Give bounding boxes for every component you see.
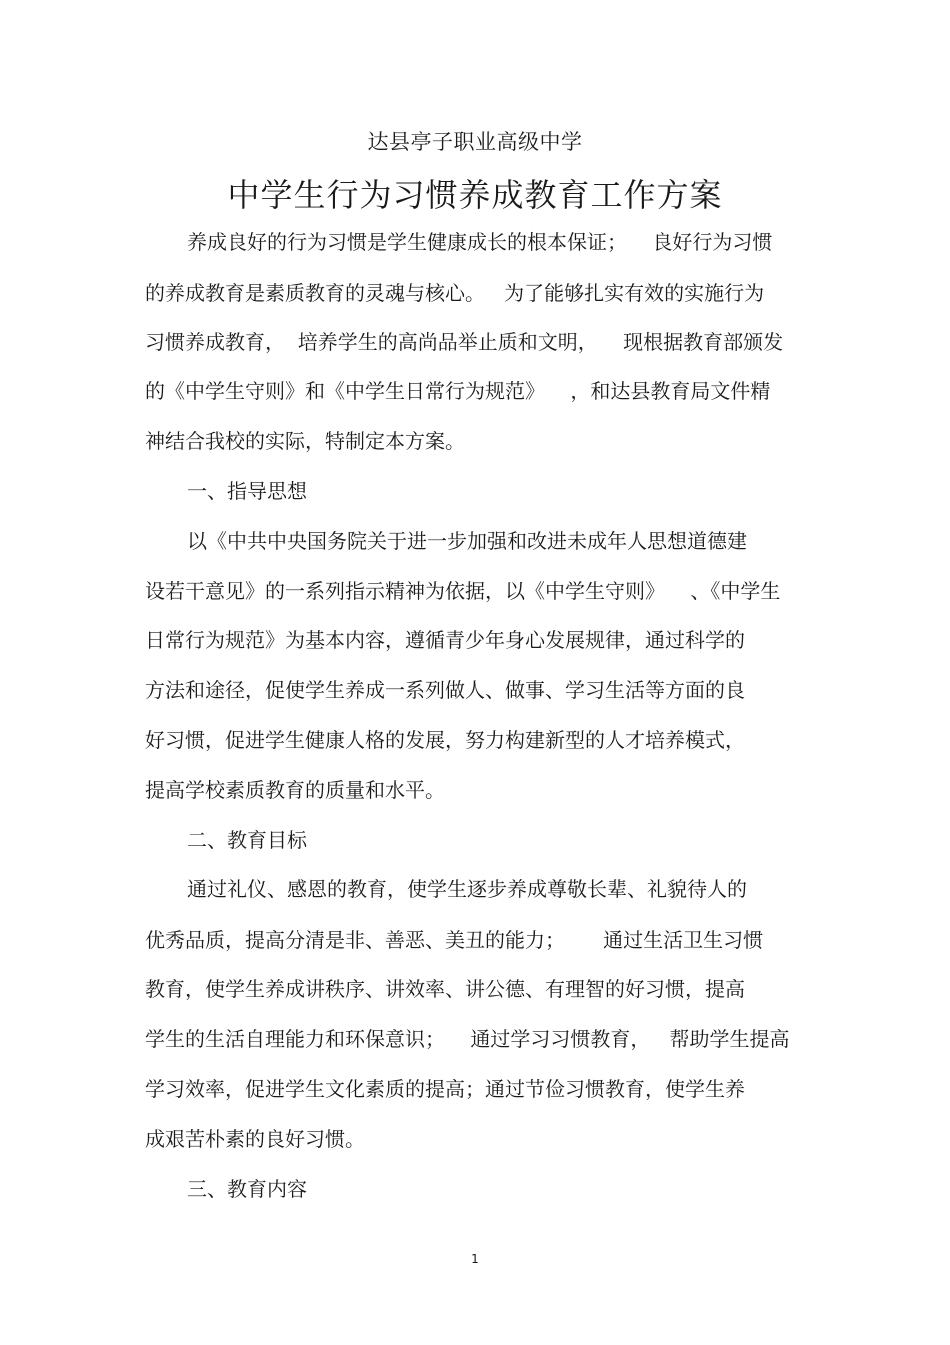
section1-line: 提高学校素质教育的质量和水平。 — [145, 778, 445, 802]
section-heading: 一、指导思想 — [187, 479, 307, 503]
section2-line: 优秀品质，提高分清是非、善恶、美丑的能力； 通过生活卫生习惯 — [145, 928, 764, 952]
section1-line: 方法和途径，促使学生养成一系列做人、做事、学习生活等方面的良 — [145, 678, 745, 702]
intro-line: 的《中学生守则》和《中学生日常行为规范》 ，和达县教育局文件精 — [145, 379, 771, 403]
section1-line: 好习惯，促进学生健康人格的发展，努力构建新型的人才培养模式， — [145, 728, 745, 752]
document-title: 中学生行为习惯养成教育工作方案 — [227, 176, 723, 214]
section1-line: 设若干意见》的一系列指示精神为依据，以《中学生守则》 、《中学生 — [145, 579, 781, 603]
page-number: 1 — [471, 1252, 479, 1266]
section2-line: 成艰苦朴素的良好习惯。 — [145, 1127, 365, 1151]
section2-line: 教育，使学生养成讲秩序、讲效率、讲公德、有理智的好习惯，提高 — [145, 977, 745, 1001]
intro-line: 习惯养成教育， 培养学生的高尚品举止质和文明， 现根据教育部颁发 — [145, 330, 784, 354]
section-heading: 二、教育目标 — [187, 828, 307, 852]
section1-line: 日常行为规范》为基本内容，遵循青少年身心发展规律，通过科学的 — [145, 628, 745, 652]
intro-line: 神结合我校的实际，特制定本方案。 — [145, 429, 465, 453]
school-name: 达县亭子职业高级中学 — [367, 130, 583, 154]
section-heading: 三、教育内容 — [187, 1177, 307, 1201]
intro-line: 的养成教育是素质教育的灵魂与核心。 为了能够扎实有效的实施行为 — [145, 281, 765, 305]
section2-line: 学习效率，促进学生文化素质的提高；通过节俭习惯教育，使学生养 — [145, 1077, 745, 1101]
section2-line: 学生的生活自理能力和环保意识； 通过学习习惯教育， 帮助学生提高 — [145, 1027, 790, 1051]
section2-line: 通过礼仪、感恩的教育，使学生逐步养成尊敬长辈、礼貌待人的 — [187, 877, 747, 901]
section1-line: 以《中共中央国务院关于进一步加强和改进未成年人思想道德建 — [187, 529, 747, 553]
intro-line: 养成良好的行为习惯是学生健康成长的根本保证； 良好行为习惯 — [187, 230, 773, 254]
